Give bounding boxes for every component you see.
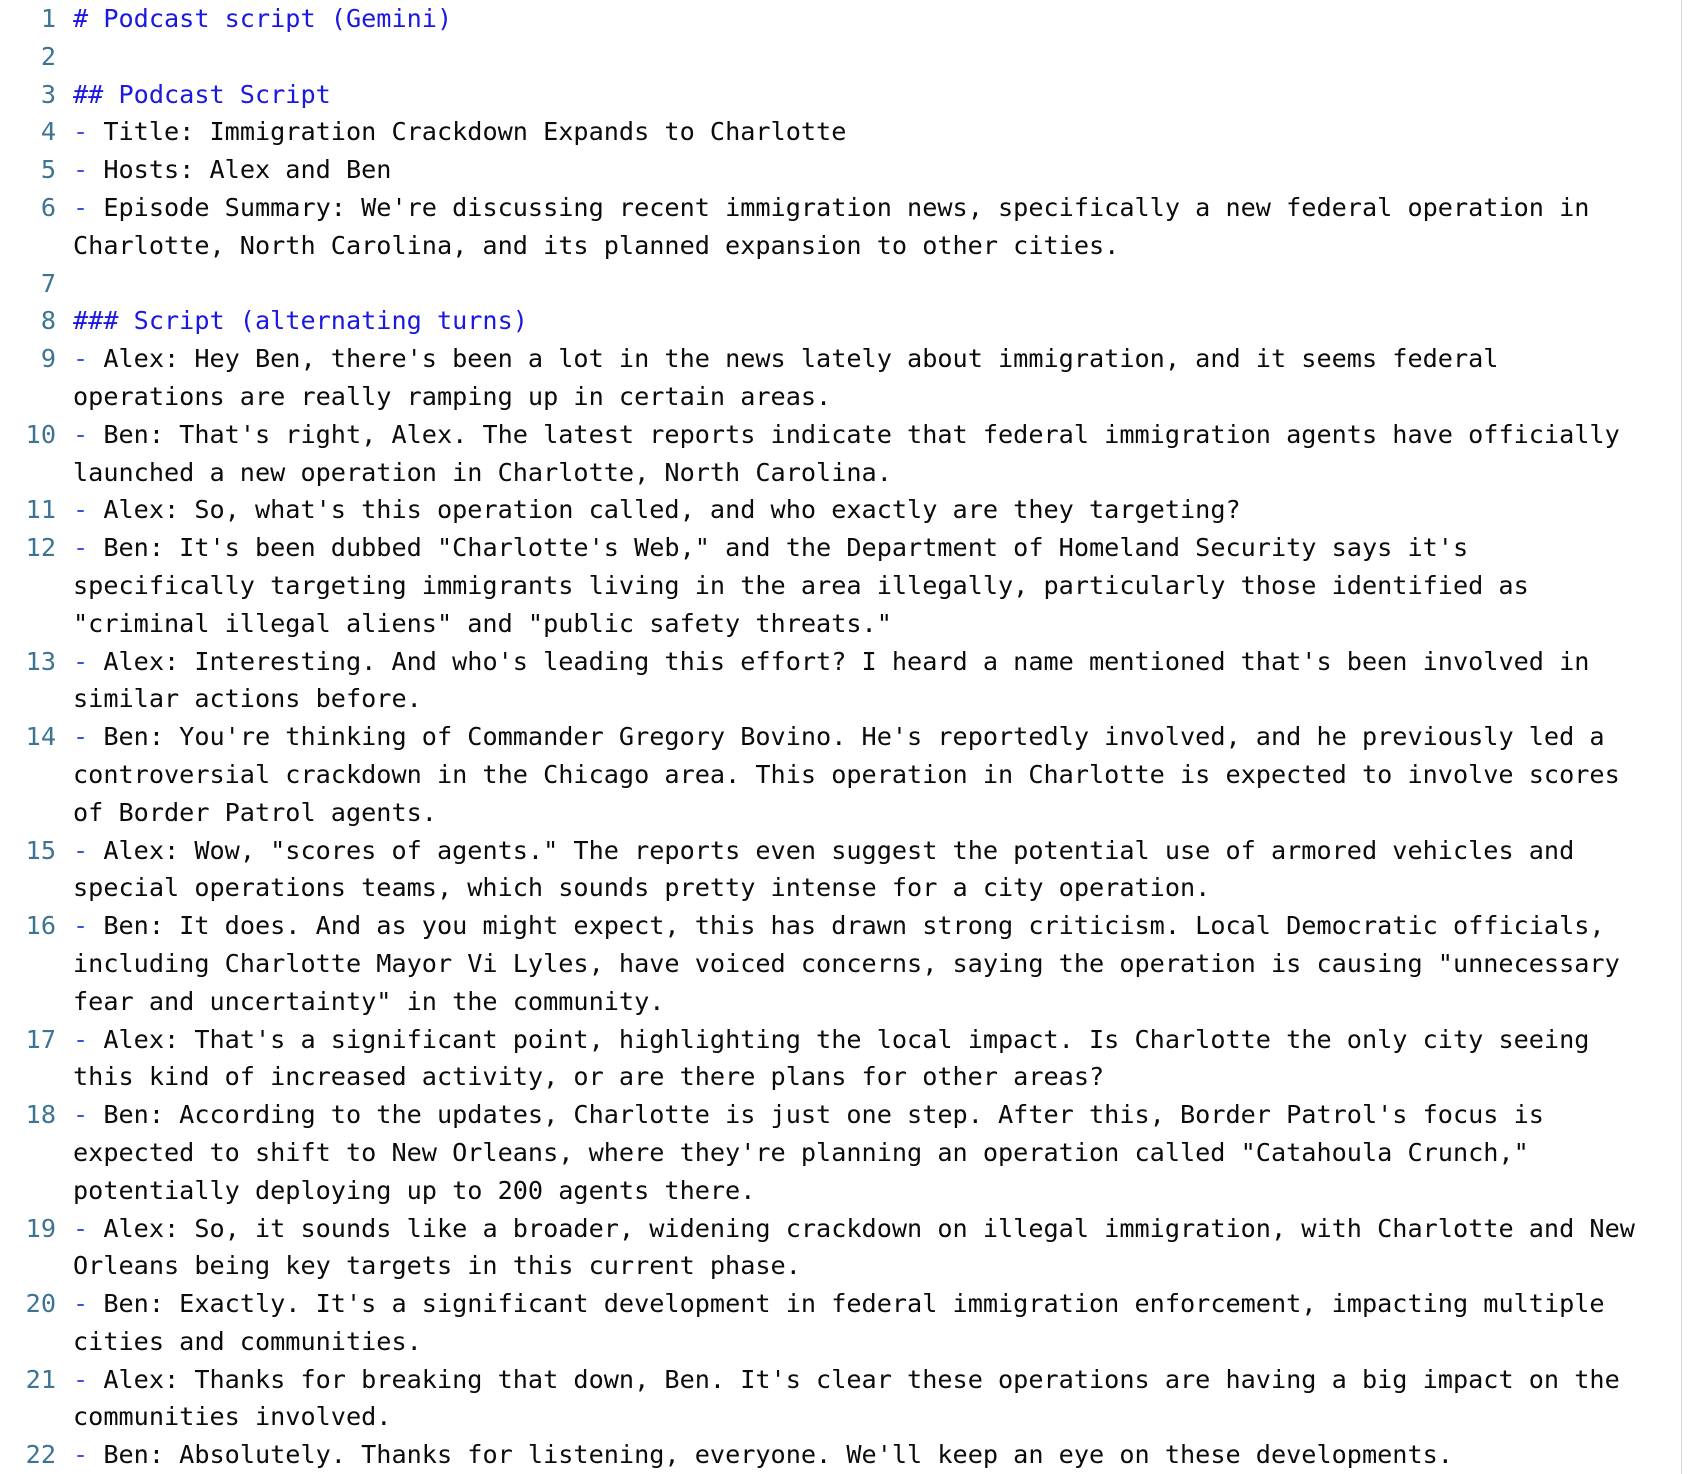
code-line-wrap <box>0 869 1690 907</box>
line-text: - Ben: Absolutely. Thanks for listening, everyone. We'll keep an eye on these developments. <box>73 1440 1453 1470</box>
code-line <box>0 1285 1690 1323</box>
line-number[interactable]: 3 <box>40 79 56 109</box>
line-text: - Alex: So, it sounds like a broader, widening crackdown on illegal immigration, with Charlotte and New <box>73 1213 1635 1243</box>
markdown-heading-text: ## Podcast Script <box>73 79 331 109</box>
line-number-empty <box>0 378 56 416</box>
line-text: fear and uncertainty" in the community. <box>73 986 665 1016</box>
code-line-wrap <box>0 1172 1690 1210</box>
line-number-empty <box>0 227 56 265</box>
line-text: operations are really ramping up in certain areas. <box>73 381 832 411</box>
line-text: - Ben: According to the updates, Charlotte is just one step. After this, Border Patrol's focus is <box>73 1100 1544 1130</box>
code-line-wrap <box>0 1058 1690 1096</box>
line-text: this kind of increased activity, or are there plans for other areas? <box>73 1062 1105 1092</box>
line-number-empty <box>0 454 56 492</box>
line-number[interactable]: 7 <box>40 268 56 298</box>
line-text: expected to shift to New Orleans, where they're planning an operation called "Catahoula Crunch," <box>73 1137 1529 1167</box>
code-line <box>0 1021 1690 1059</box>
list-marker: - <box>73 1440 89 1470</box>
line-number-empty <box>0 945 56 983</box>
code-line <box>0 1436 1690 1474</box>
line-text: - Ben: It does. And as you might expect, this has drawn strong criticism. Local Democratic officials, <box>73 911 1605 941</box>
line-text: - Episode Summary: We're discussing recent immigration news, specifically a new federal operation in <box>73 192 1590 222</box>
list-marker: - <box>73 533 89 563</box>
line-text: communities involved. <box>73 1402 392 1432</box>
list-marker: - <box>73 835 89 865</box>
code-line <box>0 832 1690 870</box>
line-text: - Alex: Interesting. And who's leading this effort? I heard a name mentioned that's been involved in <box>73 646 1590 676</box>
line-number-empty <box>0 1323 56 1361</box>
code-line <box>0 302 1690 340</box>
code-line <box>0 416 1690 454</box>
line-number[interactable]: 12 <box>25 533 56 563</box>
code-line-wrap <box>0 1398 1690 1436</box>
line-number-empty <box>0 605 56 643</box>
line-number-empty <box>0 756 56 794</box>
line-text: - Title: Immigration Crackdown Expands to Charlotte <box>73 117 847 147</box>
line-number[interactable]: 8 <box>40 306 56 336</box>
list-marker: - <box>73 1364 89 1394</box>
line-number[interactable]: 6 <box>40 192 56 222</box>
line-number[interactable]: 13 <box>25 646 56 676</box>
list-marker: - <box>73 1100 89 1130</box>
code-line <box>0 340 1690 378</box>
line-text: special operations teams, which sounds pretty intense for a city operation. <box>73 873 1211 903</box>
code-line-wrap <box>0 680 1690 718</box>
line-text: potentially deploying up to 200 agents there. <box>73 1175 756 1205</box>
line-number[interactable]: 19 <box>25 1213 56 1243</box>
code-line-wrap <box>0 794 1690 832</box>
line-text: - Alex: Thanks for breaking that down, Ben. It's clear these operations are having a big impact on the <box>73 1364 1620 1394</box>
line-text: similar actions before. <box>73 684 422 714</box>
code-line <box>0 189 1690 227</box>
code-line <box>0 529 1690 567</box>
code-line <box>0 1361 1690 1399</box>
line-number-empty <box>0 794 56 832</box>
line-text: "criminal illegal aliens" and "public safety threats." <box>73 608 892 638</box>
code-line-wrap <box>0 1323 1690 1361</box>
line-text: - Ben: Exactly. It's a significant development in federal immigration enforcement, impacting multiple <box>73 1289 1605 1319</box>
line-text: Orleans being key targets in this current phase. <box>73 1251 801 1281</box>
code-line-wrap <box>0 378 1690 416</box>
code-line <box>0 1210 1690 1248</box>
line-number[interactable]: 14 <box>25 722 56 752</box>
line-number-empty <box>0 869 56 907</box>
line-number[interactable]: 1 <box>40 4 56 33</box>
list-marker: - <box>73 1024 89 1054</box>
list-marker: - <box>73 646 89 676</box>
line-number-empty <box>0 680 56 718</box>
markdown-heading-text: ### Script (alternating turns) <box>73 306 528 336</box>
line-text: - Alex: Hey Ben, there's been a lot in the news lately about immigration, and it seems federal <box>73 344 1499 374</box>
list-marker: - <box>73 117 89 147</box>
line-number[interactable]: 9 <box>40 344 56 374</box>
list-marker: - <box>73 155 89 185</box>
code-line <box>0 113 1690 151</box>
code-line-wrap <box>0 227 1690 265</box>
code-line <box>0 718 1690 756</box>
list-marker: - <box>73 419 89 449</box>
line-text: specifically targeting immigrants living in the area illegally, particularly those identified as <box>73 570 1529 600</box>
line-number[interactable]: 21 <box>25 1364 56 1394</box>
line-number-empty <box>0 1134 56 1172</box>
list-marker: - <box>73 192 89 222</box>
list-marker: - <box>73 344 89 374</box>
line-number[interactable]: 20 <box>25 1289 56 1319</box>
line-text: - Hosts: Alex and Ben <box>73 155 392 185</box>
code-line <box>0 491 1690 529</box>
code-line-wrap <box>0 605 1690 643</box>
markdown-heading-text: # Podcast script (Gemini) <box>73 4 453 33</box>
line-text: controversial crackdown in the Chicago area. This operation in Charlotte is expected to involve scores <box>73 759 1620 789</box>
line-text: Charlotte, North Carolina, and its planned expansion to other cities. <box>73 230 1120 260</box>
line-number[interactable]: 17 <box>25 1024 56 1054</box>
code-line <box>0 0 1690 38</box>
line-number[interactable]: 15 <box>25 835 56 865</box>
list-marker: - <box>73 495 89 525</box>
line-text: - Alex: That's a significant point, highlighting the local impact. Is Charlotte the only city seeing <box>73 1024 1590 1054</box>
line-number[interactable]: 5 <box>40 155 56 185</box>
code-line <box>0 76 1690 114</box>
code-line <box>0 1096 1690 1134</box>
line-text: - Ben: You're thinking of Commander Gregory Bovino. He's reportedly involved, and he previously led a <box>73 722 1605 752</box>
line-number[interactable]: 16 <box>25 911 56 941</box>
code-line-wrap <box>0 983 1690 1021</box>
line-text: launched a new operation in Charlotte, North Carolina. <box>73 457 892 487</box>
line-number[interactable]: 11 <box>25 495 56 525</box>
line-number[interactable]: 22 <box>25 1440 56 1470</box>
list-marker: - <box>73 911 89 941</box>
code-line-wrap <box>0 1134 1690 1172</box>
line-text: - Ben: That's right, Alex. The latest reports indicate that federal immigration agents have officially <box>73 419 1620 449</box>
line-number-empty <box>0 1058 56 1096</box>
line-number-empty <box>0 1172 56 1210</box>
code-line-wrap <box>0 1247 1690 1285</box>
right-border-divider <box>1681 0 1682 1474</box>
line-number-empty <box>0 983 56 1021</box>
code-line-wrap <box>0 945 1690 983</box>
line-number[interactable]: 4 <box>40 117 56 147</box>
line-text: including Charlotte Mayor Vi Lyles, have voiced concerns, saying the operation is causing "unnecessary <box>73 948 1620 978</box>
code-line <box>0 907 1690 945</box>
line-number[interactable]: 18 <box>25 1100 56 1130</box>
list-marker: - <box>73 1213 89 1243</box>
line-number[interactable]: 10 <box>25 419 56 449</box>
code-line-wrap <box>0 567 1690 605</box>
line-number-empty <box>0 1247 56 1285</box>
list-marker: - <box>73 1289 89 1319</box>
line-text: cities and communities. <box>73 1326 422 1356</box>
code-line-wrap <box>0 756 1690 794</box>
code-line <box>0 38 1690 76</box>
line-number-empty <box>0 1398 56 1436</box>
line-text: - Alex: Wow, "scores of agents." The reports even suggest the potential use of armored vehicles and <box>73 835 1575 865</box>
line-text: of Border Patrol agents. <box>73 797 437 827</box>
code-line <box>0 151 1690 189</box>
code-line <box>0 643 1690 681</box>
line-text: - Alex: So, what's this operation called, and who exactly are they targeting? <box>73 495 1241 525</box>
code-line <box>0 265 1690 303</box>
line-number-empty <box>0 567 56 605</box>
line-number[interactable]: 2 <box>40 41 56 71</box>
line-text: - Ben: It's been dubbed "Charlotte's Web," and the Department of Homeland Security says it's <box>73 533 1469 563</box>
code-line-wrap <box>0 454 1690 492</box>
list-marker: - <box>73 722 89 752</box>
